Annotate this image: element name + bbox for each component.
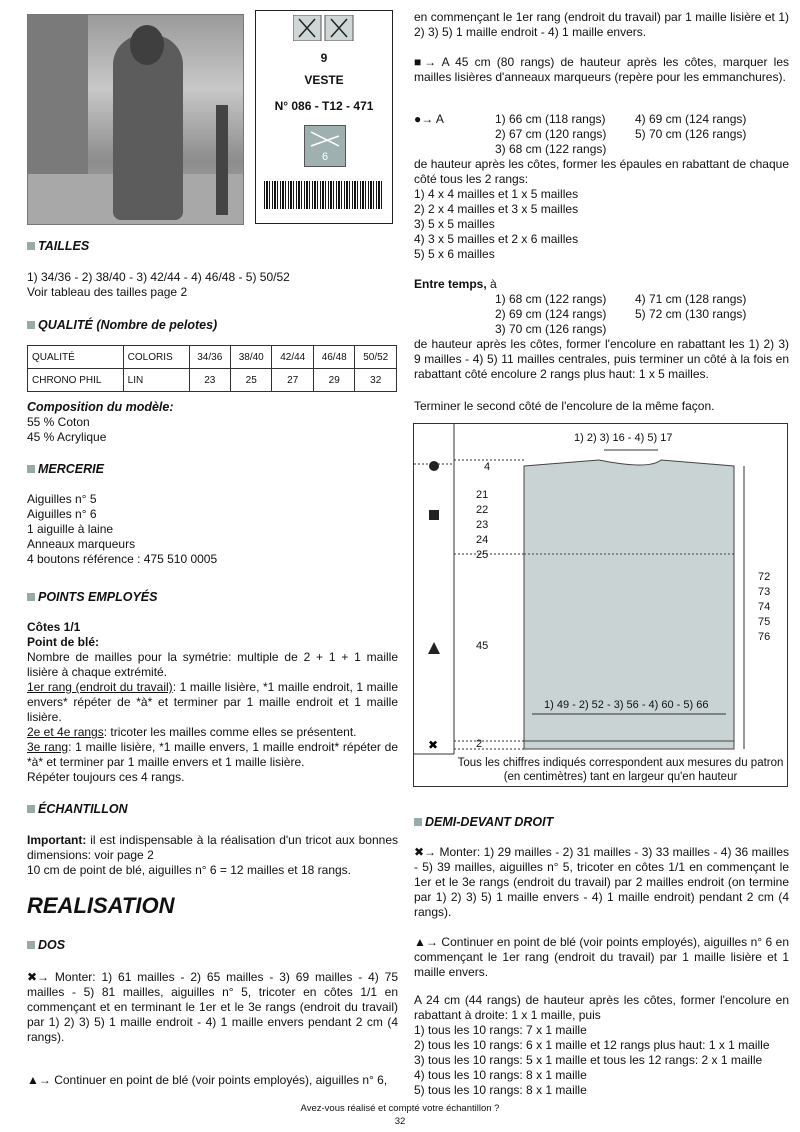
diagram-caption: Tous les chiffres indiqués correspondent aux mesures du patron (en centimètres) tant en largeur qu'en hauteur	[457, 757, 784, 783]
points-heading: POINTS EMPLOYÉS	[27, 590, 157, 605]
a-item: 5) 70 cm (126 rangs)	[635, 127, 747, 141]
page-number: 32	[394, 1116, 406, 1127]
a-item: 4) 69 cm (124 rangs)	[635, 112, 747, 126]
th: 42/44	[272, 346, 313, 369]
realisation-title: REALISATION	[27, 893, 175, 918]
mercerie-item: Aiguilles n° 6	[27, 507, 97, 521]
epaule-item: 4) 3 x 5 mailles et 2 x 6 mailles	[414, 232, 579, 246]
needles-icon	[293, 15, 355, 41]
composition-line2: 45 % Acrylique	[27, 430, 107, 444]
cotes-title: Côtes 1/1	[27, 620, 81, 634]
devant-p3: A 24 cm (44 rangs) de hauteur après les côtes, former l'encolure en rabattant à droite: 1 x 1 maille, puis	[414, 993, 789, 1022]
echantillon-important: Important: il est indispensable à la réalisation d'un tricot aux bonnes dimensions: voir page 2	[27, 833, 398, 862]
cross-marker: ✖	[428, 738, 439, 752]
card-ref: N° 086 - T12 - 471	[274, 99, 374, 113]
tailles-line2: Voir tableau des tailles page 2	[27, 285, 188, 299]
epaule-item: 5) 5 x 6 mailles	[414, 247, 495, 261]
a-prefix: ●→ A	[414, 112, 444, 126]
points-r1: 1er rang (endroit du travail): 1 maille lisière, *1 maille endroit, 1 maille envers* répéter de *à* et terminer par 1 maille endroit et 1 maille lisière.	[27, 680, 398, 724]
devant-item: 1) tous les 10 rangs: 7 x 1 maille	[414, 1023, 587, 1037]
points-repeat: Répéter toujours ces 4 rangs.	[27, 770, 185, 784]
footer-question: Avez-vous réalisé et compté votre échantillon ?	[300, 1103, 500, 1114]
triangle-marker	[428, 642, 440, 654]
diagram-bottom-label: 1) 49 - 2) 52 - 3) 56 - 4) 60 - 5) 66	[544, 699, 709, 711]
left-num: 4	[484, 461, 491, 473]
qualite-table	[27, 345, 397, 392]
needle-size: 6	[321, 151, 329, 163]
entre-item: 5) 72 cm (130 rangs)	[635, 307, 747, 321]
right-p3: de hauteur après les côtes, former les épaules en rabattant de chaque côté tous les 2 rangs:	[414, 157, 789, 186]
epaule-item: 3) 5 x 5 mailles	[414, 217, 495, 231]
entre-item: 2) 69 cm (124 rangs)	[495, 307, 607, 321]
barcode	[264, 181, 384, 209]
pattern-card	[255, 10, 393, 224]
devant-item: 5) tous les 10 rangs: 8 x 1 maille	[414, 1083, 587, 1097]
dos-p1: ✖→ Monter: 1) 61 mailles - 2) 65 mailles - 3) 69 mailles - 4) 75 mailles - 5) 81 mailles, aiguilles n° 5, tricoter en côtes 1/1 en commençant et en terminant le 1er et le 3e rangs (endroit du travail) par 1) 2) 3) 5) 1 maille endroit - 4) 1 maille envers pendant 2 cm (4 rangs).	[27, 970, 398, 1044]
ble-title: Point de blé:	[27, 635, 99, 649]
epaule-item: 1) 4 x 4 mailles et 1 x 5 mailles	[414, 187, 579, 201]
points-p1: Nombre de mailles pour la symétrie: multiple de 2 + 1 + 1 maille lisière à chaque extrémité.	[27, 650, 398, 679]
left-num: 24	[476, 534, 489, 546]
left-num: 21	[476, 489, 489, 501]
devant-p1: ✖→ Monter: 1) 29 mailles - 2) 31 mailles - 3) 33 mailles - 4) 36 mailles - 5) 39 mailles, aiguilles n° 5, tricoter en côtes 1/1 en commençant le 1er et le 3e rangs (endroit du travail) par 2 mailles endroit (on termine par 1) 2) 3) 5) 1 maille envers - 4) 1 maille endroit) pendant 2 cm (4 rangs).	[414, 845, 789, 919]
entre-temps: Entre temps, à	[414, 277, 497, 291]
circle-marker	[429, 461, 439, 471]
dos-p2: ▲→ Continuer en point de blé (voir points employés), aiguilles n° 6,	[27, 1073, 388, 1087]
devant-item: 4) tous les 10 rangs: 8 x 1 maille	[414, 1068, 587, 1082]
devant-p2: ▲→ Continuer en point de blé (voir points employés), aiguilles n° 6 en commençant le 1er rang (endroit du travail) par 1 maille lisière et 1 maille envers.	[414, 935, 789, 979]
left-num: 2	[476, 738, 483, 750]
needle-icon	[309, 128, 341, 150]
left-num: 25	[476, 549, 489, 561]
td: 23	[189, 369, 230, 392]
entre-item: 1) 68 cm (122 rangs)	[495, 292, 607, 306]
card-name: VESTE	[304, 73, 344, 87]
points-r3: 3e rang: 1 maille lisière, *1 maille envers, 1 maille endroit* répéter de *à* et terminer par 1 maille envers et 1 maille lisière.	[27, 740, 399, 769]
devant-heading: DEMI-DEVANT DROIT	[414, 815, 553, 830]
td: CHRONO PHIL	[28, 369, 124, 392]
qualite-heading: QUALITÉ (Nombre de pelotes)	[27, 318, 217, 333]
right-num: 76	[758, 631, 771, 643]
entre-item: 4) 71 cm (128 rangs)	[635, 292, 747, 306]
composition-heading: Composition du modèle:	[27, 400, 174, 414]
left-num: 22	[476, 504, 489, 516]
left-num: 45	[476, 640, 489, 652]
th: 46/48	[313, 346, 354, 369]
td: 27	[272, 369, 313, 392]
left-num: 23	[476, 519, 489, 531]
tailles-line1: 1) 34/36 - 2) 38/40 - 3) 42/44 - 4) 46/48 - 5) 50/52	[27, 270, 290, 284]
needle-size-box	[304, 125, 346, 167]
square-marker	[429, 510, 439, 520]
right-num: 75	[758, 616, 771, 628]
mercerie-heading: MERCERIE	[27, 462, 104, 477]
th: 34/36	[189, 346, 230, 369]
devant-item: 3) tous les 10 rangs: 5 x 1 maille et tous les 12 rangs: 2 x 1 maille	[414, 1053, 763, 1067]
right-p1: en commençant le 1er rang (endroit du travail) par 1 maille lisière et 1) 2) 3) 5) 1 maille endroit - 4) 1 maille envers.	[414, 10, 789, 39]
td: 29	[313, 369, 354, 392]
mercerie-item: Aiguilles n° 5	[27, 492, 97, 506]
right-p5: Terminer le second côté de l'encolure de la même façon.	[414, 399, 715, 413]
echantillon-line2: 10 cm de point de blé, aiguilles n° 6 = 12 mailles et 18 rangs.	[27, 863, 351, 877]
th: COLORIS	[123, 346, 189, 369]
th: 38/40	[231, 346, 272, 369]
td: 25	[231, 369, 272, 392]
model-photo	[27, 14, 244, 225]
td: LIN	[123, 369, 189, 392]
a-item: 3) 68 cm (122 rangs)	[495, 142, 607, 156]
diagram-svg	[414, 424, 787, 786]
a-item: 1) 66 cm (118 rangs)	[495, 112, 606, 126]
a-item: 2) 67 cm (120 rangs)	[495, 127, 607, 141]
right-p4: de hauteur après les côtes, former l'encolure en rabattant les 1) 2) 3) 9 mailles - 4) 5) 11 mailles centrales, puis terminer un côté à la fois en rabattant côté encolure 2 rangs plus haut: 1 x 5 mailles.	[414, 337, 789, 381]
right-p2: ■→ A 45 cm (80 rangs) de hauteur après les côtes, marquer les mailles lisières d'anneaux marqueurs (repère pour les emmanchures).	[414, 55, 789, 84]
card-number: 9	[320, 51, 328, 65]
composition-line1: 55 % Coton	[27, 415, 90, 429]
devant-item: 2) tous les 10 rangs: 6 x 1 maille et 12 rangs plus haut: 1 x 1 maille	[414, 1038, 770, 1052]
mercerie-item: 1 aiguille à laine	[27, 522, 114, 536]
th: QUALITÉ	[28, 346, 124, 369]
tailles-heading: TAILLES	[27, 239, 89, 254]
pattern-diagram	[413, 423, 788, 787]
epaule-item: 2) 2 x 4 mailles et 3 x 5 mailles	[414, 202, 579, 216]
td: 32	[355, 369, 397, 392]
entre-item: 3) 70 cm (126 rangs)	[495, 322, 607, 336]
dos-heading: DOS	[27, 938, 65, 953]
right-num: 72	[758, 571, 771, 583]
right-num: 74	[758, 601, 771, 613]
echantillon-heading: ÉCHANTILLON	[27, 802, 128, 817]
diagram-top-label: 1) 2) 3) 16 - 4) 5) 17	[574, 432, 673, 444]
points-r2: 2e et 4e rangs: tricoter les mailles comme elles se présentent.	[27, 725, 357, 739]
right-num: 73	[758, 586, 771, 598]
mercerie-item: Anneaux marqueurs	[27, 537, 136, 551]
mercerie-item: 4 boutons référence : 475 510 0005	[27, 552, 218, 566]
th: 50/52	[355, 346, 397, 369]
